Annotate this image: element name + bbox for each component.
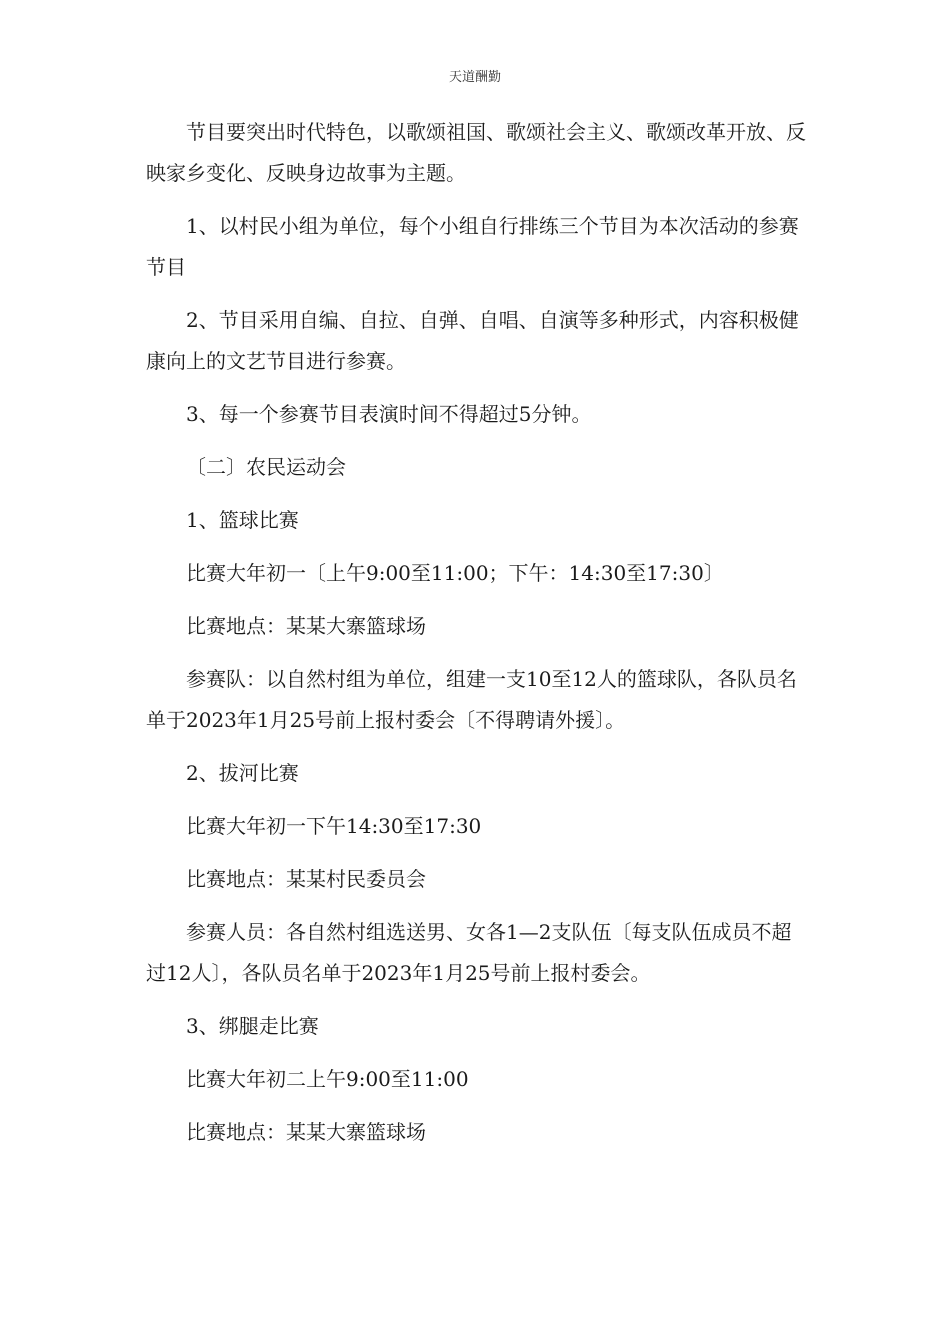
paragraph: 参赛队：以自然村组为单位，组建一支10至12人的篮球队，各队员名单于2023年1月25号前上报村委会〔不得聘请外援〕。 [146,667,797,732]
paragraph: 3、每一个参赛节目表演时间不得超过5分钟。 [186,402,592,426]
paragraph: 比赛地点：某某大寨篮球场 [186,1120,426,1144]
paragraph: 1、以村民小组为单位，每个小组自行排练三个节目为本次活动的参赛节目 [146,214,799,279]
subsection-heading: 2、拔河比赛 [186,761,299,785]
paragraph: 比赛大年初一下午14:30至17:30 [186,814,482,838]
page-header: 天道酬勤 [448,70,501,85]
document-body [146,112,811,1165]
paragraph: 比赛大年初一〔上午9:00至11:00；下午：14:30至17:30〕 [186,561,724,585]
section-heading: 〔二〕农民运动会 [186,455,346,479]
paragraph: 参赛人员：各自然村组选送男、女各1—2支队伍〔每支队伍成员不超过12人〕，各队员名单于2023年1月25号前上报村委会。 [146,920,792,985]
paragraph: 比赛地点：某某村民委员会 [186,867,426,891]
paragraph: 2、节目采用自编、自拉、自弹、自唱、自演等多种形式，内容积极健康向上的文艺节目进行参赛。 [146,308,799,373]
paragraph: 比赛大年初二上午9:00至11:00 [186,1067,469,1091]
paragraph: 比赛地点：某某大寨篮球场 [186,614,426,638]
paragraph: 节目要突出时代特色，以歌颂祖国、歌颂社会主义、歌颂改革开放、反映家乡变化、反映身边故事为主题。 [146,120,806,185]
subsection-heading: 1、篮球比赛 [186,508,299,532]
subsection-heading: 3、绑腿走比赛 [186,1014,319,1038]
